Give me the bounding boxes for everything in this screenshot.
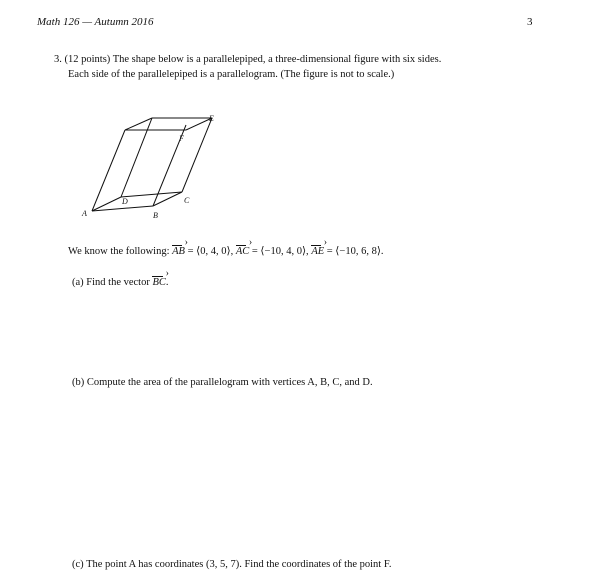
vector-ac-value: = ⟨−10, 4, 0⟩, xyxy=(249,246,312,257)
problem-line-1 xyxy=(54,52,554,67)
label-a: A xyxy=(82,209,87,218)
part-b xyxy=(72,377,373,388)
parallelepiped-figure xyxy=(80,108,240,223)
label-f: F xyxy=(179,134,184,143)
part-a xyxy=(72,277,169,288)
part-c xyxy=(72,559,391,570)
edge-a-top xyxy=(92,130,125,211)
part-c-text: The point A has coordinates (3, 5, 7). Find the coordinates of the point F. xyxy=(86,559,392,570)
problem-line-2: Each side of the parallelepiped is a parallelogram. (The figure is not to scale.) xyxy=(68,69,395,80)
label-d: D xyxy=(122,197,128,206)
vector-ac: AC › xyxy=(236,246,249,257)
problem-statement xyxy=(54,52,554,82)
course-header: Math 126 — Autumn 2016 xyxy=(37,16,154,28)
problem-text-1: The shape below is a parallelepiped, a three-dimensional figure with six sides. xyxy=(112,54,442,65)
vector-ae: AE › xyxy=(311,246,324,257)
problem-points: (12 points) xyxy=(64,54,111,65)
label-c: C xyxy=(184,196,190,205)
part-c-label: (c) xyxy=(72,559,84,570)
vector-ab-value: = ⟨0, 4, 0⟩, xyxy=(184,246,236,257)
problem-number: 3. xyxy=(54,54,62,65)
given-intro: We know the following: xyxy=(68,246,170,257)
given-vectors xyxy=(68,245,384,257)
label-e: E xyxy=(209,114,214,123)
vector-ab: AB › xyxy=(172,246,185,257)
edge-c-e xyxy=(182,118,212,192)
part-b-label: (b) xyxy=(72,377,85,388)
part-a-label: (a) xyxy=(72,277,84,288)
part-b-text: Compute the area of the parallelogram with vertices A, B, C, and D. xyxy=(86,377,373,388)
part-a-end: . xyxy=(165,277,169,288)
label-b: B xyxy=(153,211,158,220)
part-a-text: Find the vector xyxy=(86,277,153,288)
vector-ae-value: = ⟨−10, 6, 8⟩. xyxy=(324,246,384,257)
vector-bc: BC › xyxy=(152,277,165,288)
page-number: 3 xyxy=(527,16,533,28)
